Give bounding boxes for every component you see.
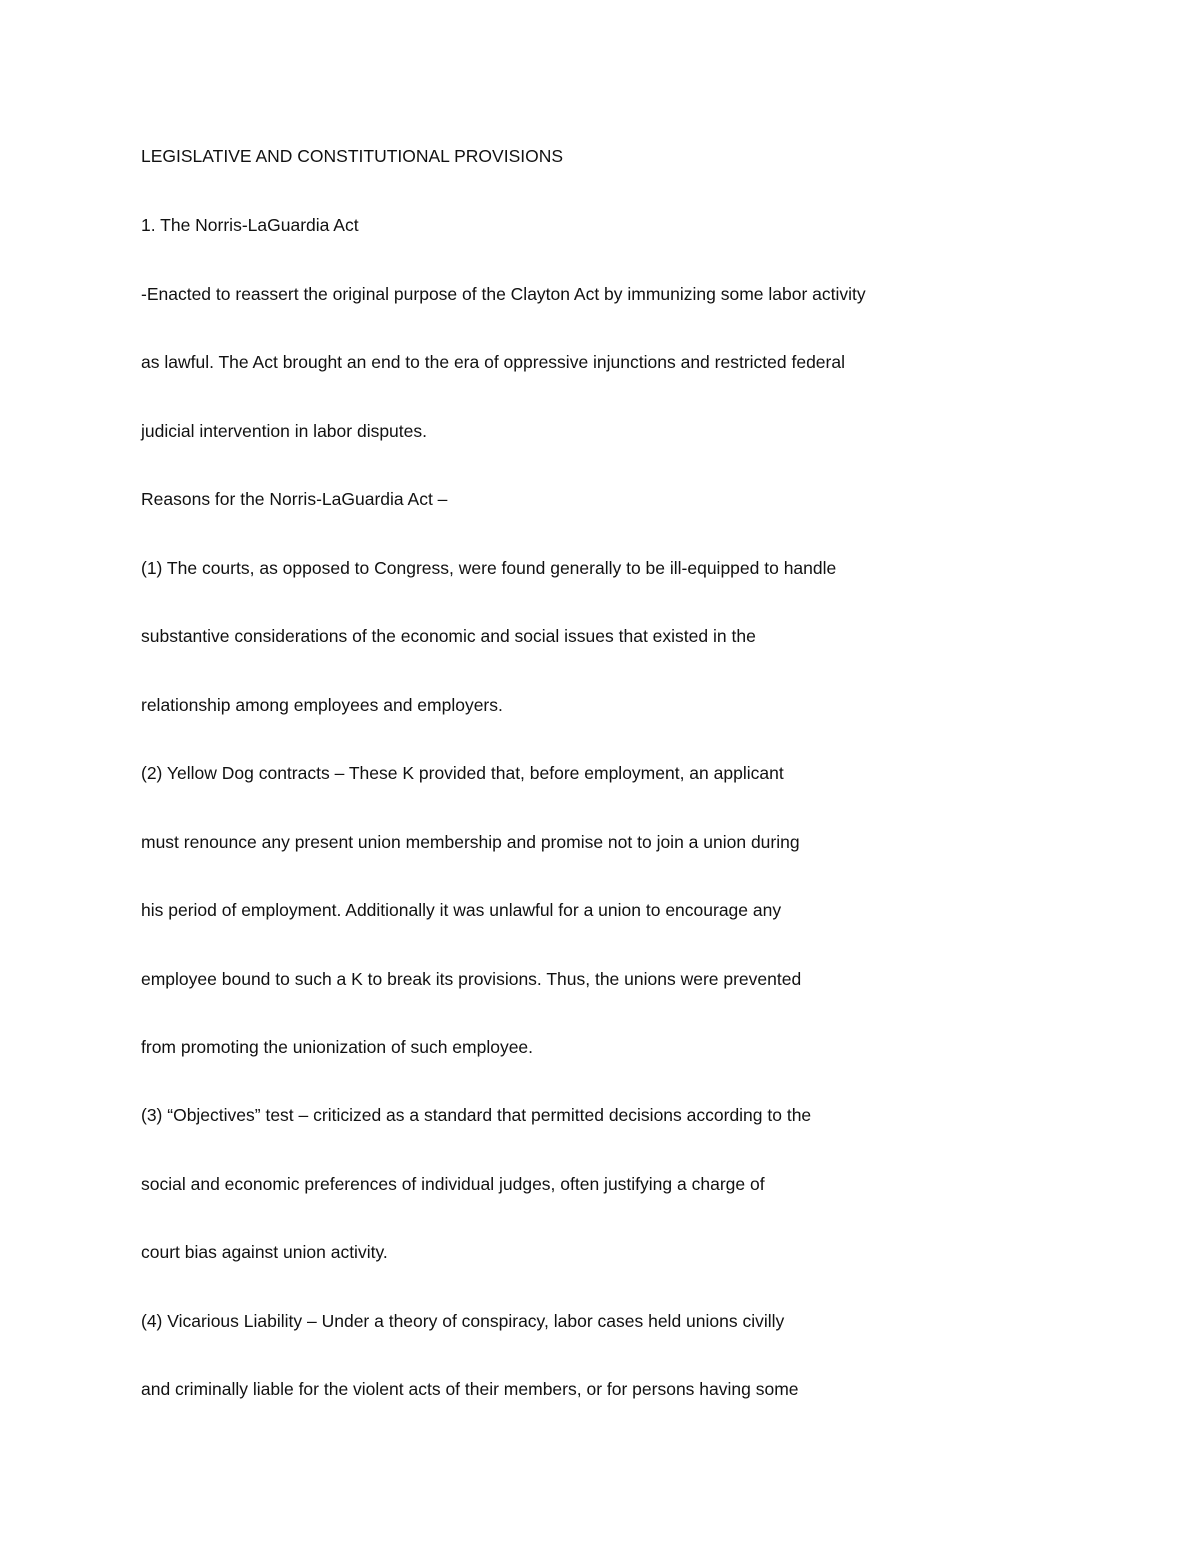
body-line: substantive considerations of the economic and social issues that existed in the [141, 626, 756, 646]
body-line: his period of employment. Additionally it was unlawful for a union to encourage any [141, 900, 782, 920]
body-line: court bias against union activity. [141, 1242, 388, 1262]
body-line: must renounce any present union membership and promise not to join a union during [141, 832, 800, 852]
body-line: social and economic preferences of individual judges, often justifying a charge of [141, 1174, 765, 1194]
body-line: as lawful. The Act brought an end to the era of oppressive injunctions and restricted federal [141, 352, 845, 372]
body-line: judicial intervention in labor disputes. [141, 421, 427, 441]
body-line: and criminally liable for the violent acts of their members, or for persons having some [141, 1379, 799, 1399]
document-heading: LEGISLATIVE AND CONSTITUTIONAL PROVISIONS [141, 146, 564, 166]
body-line: (2) Yellow Dog contracts – These K provided that, before employment, an applicant [141, 763, 784, 783]
body-line: (4) Vicarious Liability – Under a theory of conspiracy, labor cases held unions civilly [141, 1311, 785, 1331]
subheading-reasons: Reasons for the Norris-LaGuardia Act – [141, 489, 448, 509]
body-line: employee bound to such a K to break its provisions. Thus, the unions were prevented [141, 969, 802, 989]
body-line: (3) “Objectives” test – criticized as a standard that permitted decisions according to the [141, 1105, 812, 1125]
section-title: 1. The Norris-LaGuardia Act [141, 215, 359, 235]
body-line: relationship among employees and employers. [141, 695, 503, 715]
body-line: from promoting the unionization of such employee. [141, 1037, 534, 1057]
body-line: (1) The courts, as opposed to Congress, were found generally to be ill-equipped to handle [141, 558, 837, 578]
body-line: -Enacted to reassert the original purpose of the Clayton Act by immunizing some labor activity [141, 284, 866, 304]
